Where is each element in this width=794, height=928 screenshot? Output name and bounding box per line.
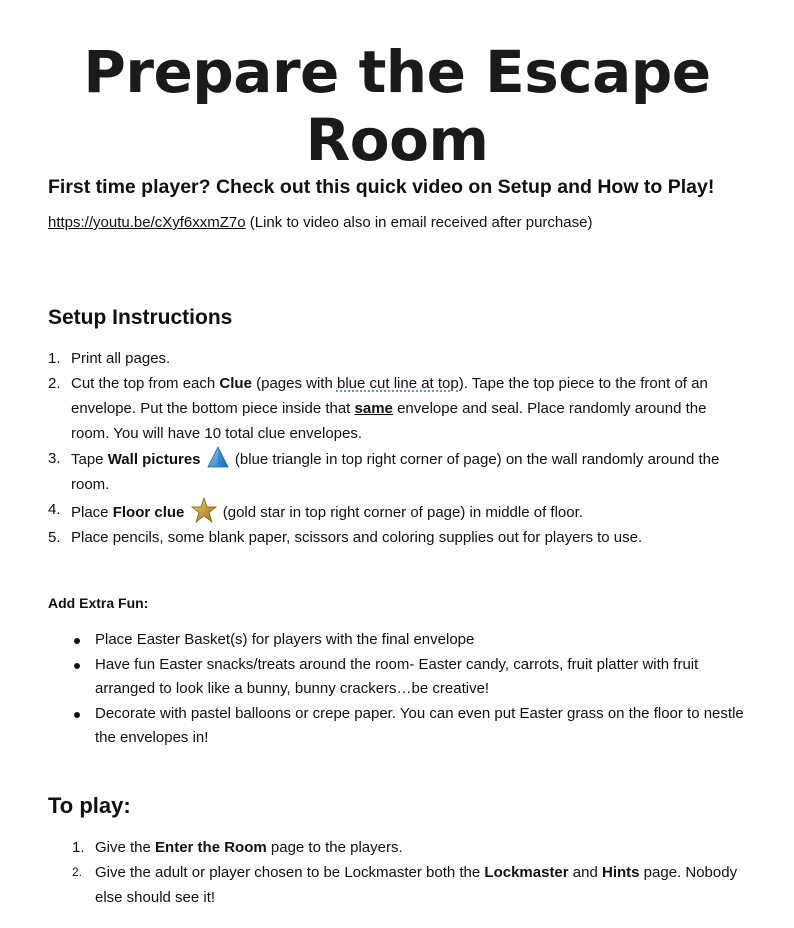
list-text: envelope and seal. Place randomly around the room. You will have 10 total clue envelopes. <box>71 400 707 442</box>
list-text: ). Tape the top piece to the front of an envelope. Put the bottom piece inside that <box>71 375 708 417</box>
list-text: page. Nobody else should see it! <box>95 864 738 906</box>
list-text: Cut the top from each <box>71 375 220 392</box>
list-text: Place pencils, some blank paper, scissors and coloring supplies out for players to use. <box>71 529 643 546</box>
to-play-list <box>72 835 752 910</box>
spellcheck-underlined-text: blue cut line at top <box>336 375 459 392</box>
list-text: Have fun Easter snacks/treats around the room- Easter candy, carrots, fruit platter with fruit arranged to look like a bunny, bunny crackers…be creative! <box>95 655 699 697</box>
list-item <box>48 346 748 371</box>
list-item <box>48 446 748 497</box>
list-item <box>48 497 748 525</box>
wall-pictures-bold: Wall pictures <box>107 451 201 468</box>
blue-triangle-icon <box>207 446 229 468</box>
bullet-icon <box>74 663 80 669</box>
list-item <box>72 835 752 860</box>
gold-star-icon <box>191 497 217 523</box>
list-text: Place <box>71 504 113 521</box>
list-text: page to the players. <box>266 839 403 856</box>
floor-clue-bold: Floor clue <box>112 504 185 521</box>
to-play-heading: To play: <box>48 793 131 818</box>
list-item <box>72 860 752 910</box>
list-number: 3. <box>48 450 61 467</box>
list-text: Print all pages. <box>71 350 171 367</box>
list-item <box>48 525 748 550</box>
clue-bold: Clue <box>219 375 252 392</box>
list-number: 5. <box>48 529 61 546</box>
bullet-icon <box>74 638 80 644</box>
extra-fun-heading: Add Extra Fun: <box>48 595 149 611</box>
list-text: Give the <box>95 839 156 856</box>
list-item <box>72 628 752 653</box>
bullet-icon <box>74 712 80 718</box>
video-link[interactable]: https://youtu.be/cXyf6xxmZ7o <box>48 214 246 231</box>
list-text: Give the adult or player chosen to be Lockmaster both the <box>95 864 485 881</box>
list-number: 1. <box>48 350 61 367</box>
same-bold-underlined: same <box>354 400 393 417</box>
list-text: Decorate with pastel balloons or crepe paper. You can even put Easter grass on the floor to nestle the envelopes in! <box>95 704 744 746</box>
list-item <box>72 702 752 751</box>
list-number: 2. <box>48 375 61 392</box>
list-number: 4. <box>48 501 61 518</box>
hints-bold: Hints <box>602 864 640 881</box>
list-item <box>72 653 752 702</box>
setup-list <box>48 346 748 550</box>
list-text: (blue triangle in top right corner of page) on the wall randomly around the room. <box>71 451 720 493</box>
setup-heading: Setup Instructions <box>48 306 233 329</box>
list-text: (pages with <box>251 375 337 392</box>
video-heading: First time player? Check out this quick video on Setup and How to Play! <box>48 176 715 198</box>
list-text: Place Easter Basket(s) for players with the final envelope <box>95 631 475 648</box>
list-text: and <box>568 864 602 881</box>
video-line <box>48 214 592 231</box>
page-title: Prepare the Escape Room <box>83 38 711 174</box>
list-number: 2. <box>72 865 83 879</box>
lockmaster-bold: Lockmaster <box>484 864 569 881</box>
list-text: Tape <box>71 451 108 468</box>
list-item <box>48 371 748 446</box>
enter-room-bold: Enter the Room <box>155 839 267 856</box>
list-number: 1. <box>72 839 85 856</box>
video-link-note: (Link to video also in email received after purchase) <box>249 214 593 231</box>
list-text: (gold star in top right corner of page) in middle of floor. <box>218 504 583 521</box>
extra-fun-list <box>72 628 752 751</box>
